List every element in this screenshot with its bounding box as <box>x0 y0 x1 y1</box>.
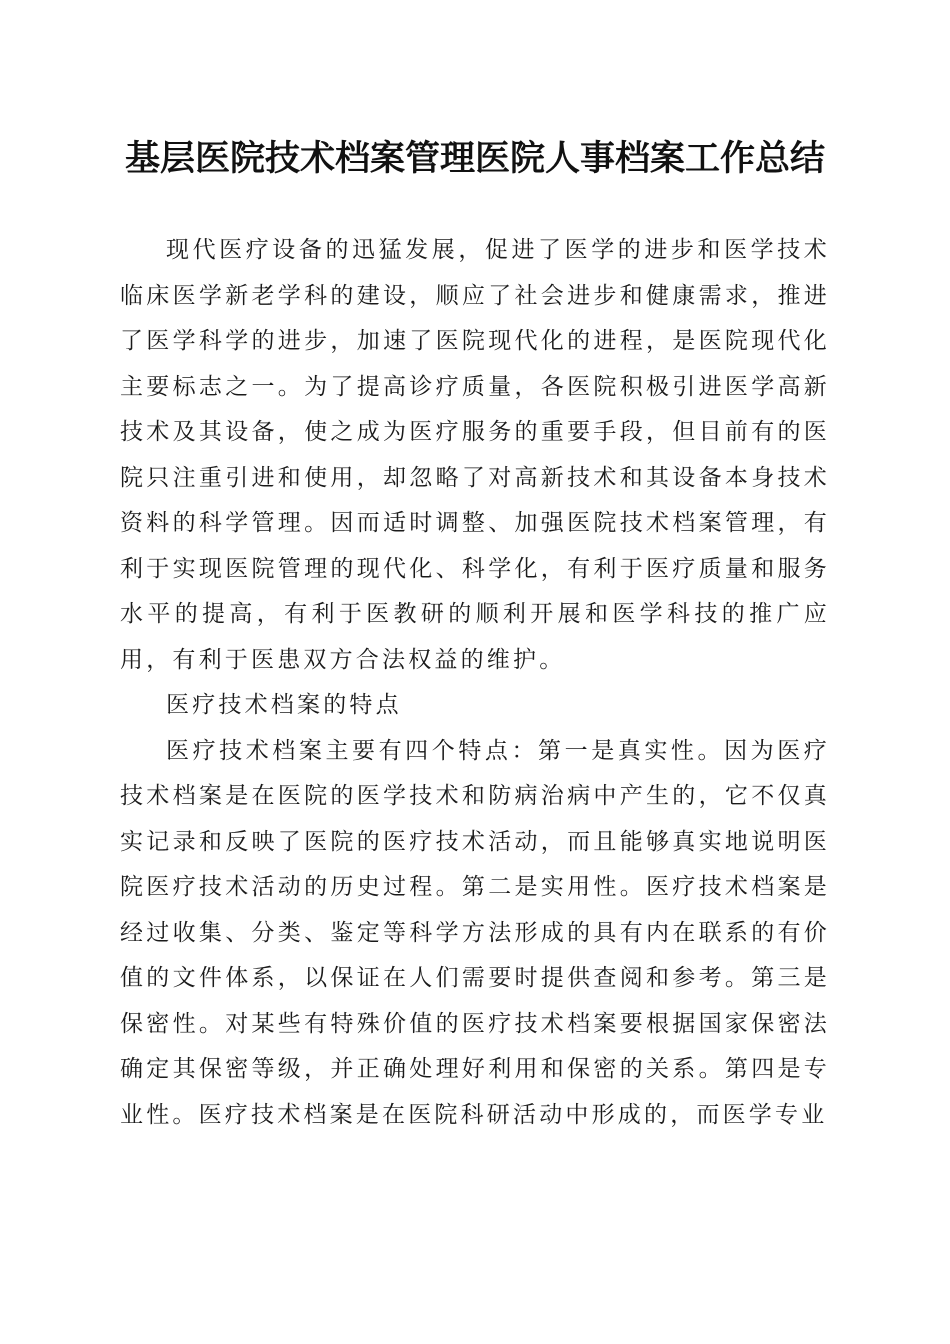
document-body <box>120 228 830 1138</box>
document-title: 基层医院技术档案管理医院人事档案工作总结 <box>124 138 825 179</box>
section-heading: 医疗技术档案的特点 <box>166 692 402 718</box>
paragraph-intro: 现代医疗设备的迅猛发展，促进了医学的进步和医学技术临床医学新老学科的建设，顺应了社会进步和健康需求，推进了医学科学的进步，加速了医院现代化的进程，是医院现代化主要标志之一。为了提高诊疗质量，各医院积极引进医学高新技术及其设备，使之成为医疗服务的重要手段，但目前有的医院只注重引进和使用，却忽略了对高新技术和其设备本身技术资料的科学管理。因而适时调整、加强医院技术档案管理，有利于实现医院管理的现代化、科学化，有利于医疗质量和服务水平的提高，有利于医教研的顺利开展和医学科技的推广应用，有利于医患双方合法权益的维护。 <box>120 237 830 673</box>
paragraph-characteristics: 医疗技术档案主要有四个特点：第一是真实性。因为医疗技术档案是在医院的医学技术和防病治病中产生的，它不仅真实记录和反映了医院的医疗技术活动，而且能够真实地说明医院医疗技术活动的历史过程。第二是实用性。医疗技术档案是经过收集、分类、鉴定等科学方法形成的具有内在联系的有价值的文件体系，以保证在人们需要时提供查阅和参考。第三是保密性。对某些有特殊价值的医疗技术档案要根据国家保密法确定其保密等级，并正确处理好利用和保密的关系。第四是专业性。医疗技术档案是在医院科研活动中形成的，而医学专业 <box>120 737 830 1128</box>
